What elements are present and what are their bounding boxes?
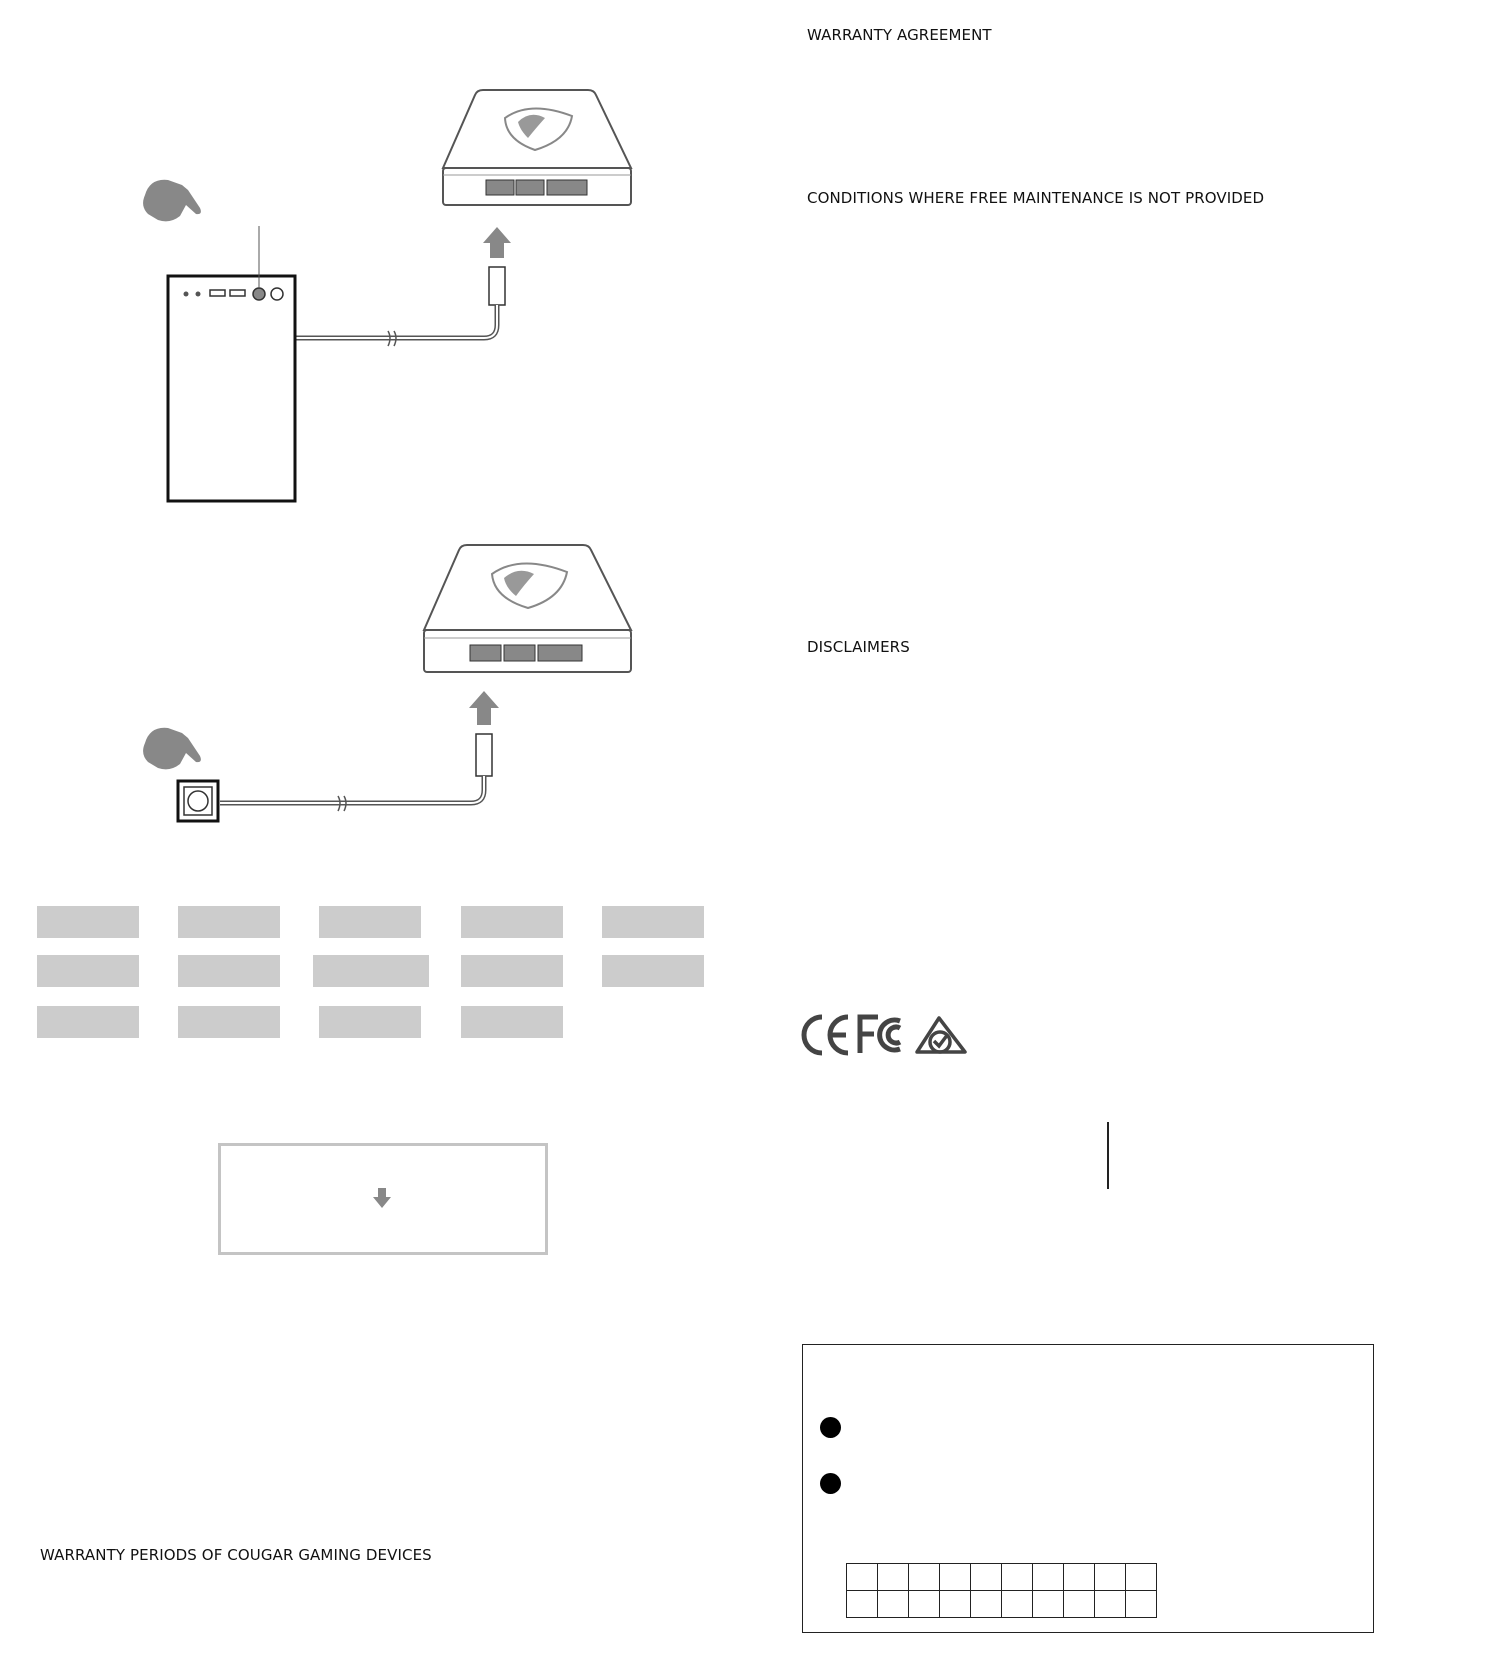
gray-block xyxy=(319,906,421,938)
external-button xyxy=(178,781,218,821)
gray-block xyxy=(178,955,280,987)
hub-device-bottom xyxy=(424,545,631,672)
gray-block xyxy=(602,906,704,938)
hub-ports xyxy=(470,645,582,661)
up-arrow-icon xyxy=(469,691,499,725)
vertical-divider xyxy=(1107,1122,1109,1189)
gray-block xyxy=(461,955,563,987)
gray-block xyxy=(602,955,704,987)
gray-block xyxy=(319,1006,421,1038)
diagram-button-to-hub xyxy=(0,0,700,850)
certification-marks xyxy=(800,1012,980,1058)
download-box xyxy=(218,1143,548,1255)
gray-block xyxy=(37,906,139,938)
fcc-mark-icon xyxy=(860,1017,900,1053)
warranty-agreement-heading: WARRANTY AGREEMENT xyxy=(807,26,992,44)
conditions-heading: CONDITIONS WHERE FREE MAINTENANCE IS NOT PROVIDED xyxy=(807,189,1265,207)
gray-block xyxy=(313,955,429,987)
gray-block xyxy=(461,906,563,938)
warranty-periods-heading: WARRANTY PERIODS OF COUGAR GAMING DEVICES xyxy=(40,1546,432,1564)
gray-block xyxy=(37,1006,139,1038)
disclaimers-heading: DISCLAIMERS xyxy=(807,638,910,656)
gray-block xyxy=(37,955,139,987)
cable xyxy=(220,776,484,803)
ce-mark-icon xyxy=(804,1017,848,1053)
gray-block xyxy=(178,906,280,938)
cable-connector xyxy=(476,734,492,776)
bullet-icon xyxy=(820,1417,841,1438)
warranty-card-box xyxy=(802,1344,1374,1633)
down-arrow-icon xyxy=(371,1186,393,1210)
bullet-icon xyxy=(820,1473,841,1494)
gray-block xyxy=(461,1006,563,1038)
pointing-hand-icon xyxy=(143,728,201,770)
gray-block xyxy=(178,1006,280,1038)
rcm-mark-icon xyxy=(917,1018,965,1052)
serial-number-grid xyxy=(846,1563,1157,1618)
